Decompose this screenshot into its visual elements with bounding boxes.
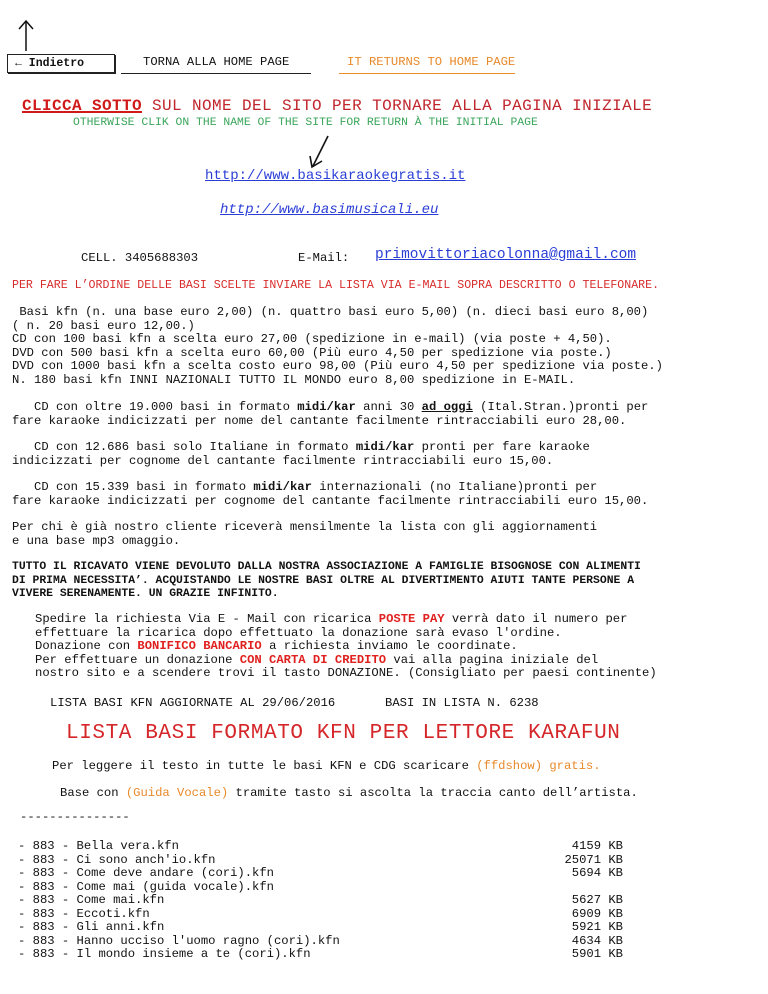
separator: --------------- xyxy=(20,810,130,824)
ffdshow-link[interactable]: (ffdshow) gratis. xyxy=(476,759,601,773)
order-instructions: PER FARE L’ORDINE DELLE BASI SCELTE INVIARE LA LISTA VIA E-MAIL SOPRA DESCRITTO O TELEFONARE. xyxy=(12,279,660,292)
up-arrow-icon xyxy=(16,18,36,52)
credit-card-label: CON CARTA DI CREDITO xyxy=(239,652,387,667)
cd-offer-19000 xyxy=(12,401,752,428)
headline-bold: CLICCA SOTTO xyxy=(22,97,143,115)
text: verrà dato il numero per xyxy=(444,612,628,626)
price-line: N. 180 basi kfn INNI NAZIONALI TUTTO IL MONDO euro 8,00 spedizione in E-MAIL. xyxy=(12,372,576,387)
song-title: - 883 - Hanno ucciso l'uomo ragno (cori).kfn xyxy=(18,933,340,948)
song-size: 5694 KB xyxy=(571,866,623,880)
text: Per chi è già nostro cliente riceverà mensilmente la lista con gli aggiornamenti xyxy=(12,520,598,534)
song-size: 4634 KB xyxy=(571,933,623,948)
headline-subtitle: OTHERWISE CLIK ON THE NAME OF THE SITE FOR RETURN À THE INITIAL PAGE xyxy=(73,117,538,129)
text: fare karaoke indicizzati per nome del cantante facilmente rintracciabili euro 28,00. xyxy=(12,413,627,428)
text: DI PRIMA NECESSITA’. ACQUISTANDO LE NOSTRE BASI OLTRE AL DIVERTIMENTO AIUTI TANTE PERSONE A xyxy=(12,574,635,587)
postepay-label: POSTE PAY xyxy=(378,612,445,626)
site-link-basimusicali[interactable]: http://www.basimusicali.eu xyxy=(220,202,439,218)
text: e una base mp3 omaggio. xyxy=(12,533,181,548)
bonifico-label: BONIFICO BANCARIO xyxy=(137,639,262,653)
text: (Ital.Stran.)pronti per xyxy=(472,400,649,414)
price-line: Basi kfn (n. una base euro 2,00) (n. quattro basi euro 5,00) (n. dieci basi euro 8,00) xyxy=(12,305,649,319)
text: fare karaoke indicizzati per cognome del cantante facilmente rintracciabili euro 15,00. xyxy=(12,493,649,508)
list-title: LISTA BASI FORMATO KFN PER LETTORE KARAFUN xyxy=(66,722,621,745)
song-size: 6909 KB xyxy=(571,906,623,921)
song-size: 25071 KB xyxy=(564,852,623,867)
vocal-guide-info xyxy=(60,787,638,801)
site-link-basikaraokegratis[interactable]: http://www.basikaraokegratis.it xyxy=(205,168,466,184)
home-link-en[interactable]: IT RETURNS TO HOME PAGE xyxy=(339,56,515,74)
price-list xyxy=(12,306,663,387)
email-link[interactable]: primovittoriacolonna@gmail.com xyxy=(375,247,637,263)
ffdshow-info xyxy=(52,760,601,774)
text: internazionali (no Italiane)pronti per xyxy=(311,480,598,494)
price-line: DVD con 500 basi kfn a scelta euro 60,00 (Più euro 4,50 per spedizione via poste.) xyxy=(12,345,612,360)
song-title: - 883 - Come mai (guida vocale).kfn xyxy=(18,879,274,894)
text: Donazione con xyxy=(35,639,138,653)
song-title: - 883 - Eccoti.kfn xyxy=(18,906,150,921)
price-line: ( n. 20 basi euro 12,00.) xyxy=(12,318,195,333)
song-size: 5627 KB xyxy=(571,893,623,907)
text: Base con xyxy=(60,786,126,800)
text: anni 30 xyxy=(355,400,422,414)
price-line: DVD con 1000 basi kfn a scelta costo euro 98,00 (Più euro 4,50 per spedizione via poste.) xyxy=(12,359,663,373)
period-label: ad oggi xyxy=(421,400,473,414)
text: CD con 15.339 basi in formato xyxy=(34,480,254,494)
format-label: midi/kar xyxy=(355,440,415,454)
cd-offer-12686 xyxy=(12,441,752,468)
song-title: - 883 - Bella vera.kfn xyxy=(18,839,179,853)
text: tramite tasto si ascolta la traccia canto dell’artista. xyxy=(228,786,638,800)
text: TUTTO IL RICAVATO VIENE DEVOLUTO DALLA NOSTRA ASSOCIAZIONE A FAMIGLIE BISOGNOSE CON ALIMENTI xyxy=(12,561,641,573)
text: nostro sito e a scendere trovi il tasto DONAZIONE. (Consigliato per paesi continente) xyxy=(35,666,657,680)
list-updated-date: LISTA BASI KFN AGGIORNATE AL 29/06/2016 xyxy=(50,696,336,710)
song-title: - 883 - Ci sono anch'io.kfn xyxy=(18,852,216,867)
down-arrow-icon xyxy=(305,135,335,169)
song-title: - 883 - Come deve andare (cori).kfn xyxy=(18,866,274,880)
cd-offer-15339 xyxy=(12,481,752,508)
text: Per leggere il testo in tutte le basi KFN e CDG scaricare xyxy=(52,759,477,773)
headline xyxy=(22,97,652,115)
headline-rest: SUL NOME DEL SITO PER TORNARE ALLA PAGINA INIZIALE xyxy=(142,97,653,115)
format-label: midi/kar xyxy=(253,480,312,494)
text: indicizzati per cognome del cantante facilmente rintracciabili euro 15,00. xyxy=(12,453,554,468)
list-count: BASI IN LISTA N. 6238 xyxy=(385,696,539,710)
client-info xyxy=(12,521,752,548)
song-title: - 883 - Gli anni.kfn xyxy=(18,920,165,934)
text: effettuare la ricarica dopo effettuato la donazione sarà evaso l'ordine. xyxy=(35,625,562,640)
song-title: - 883 - Il mondo insieme a te (cori).kfn xyxy=(18,947,311,961)
price-line: CD con 100 basi kfn a scelta euro 27,00 (spedizione in e-mail) (via poste + 4,50). xyxy=(12,332,612,346)
donation-info xyxy=(35,613,657,681)
text: pronti per fare karaoke xyxy=(414,440,590,454)
text: CD con oltre 19.000 basi in formato xyxy=(34,400,298,414)
back-button[interactable]: ← Indietro xyxy=(7,54,115,73)
email-label: E-Mail: xyxy=(298,251,350,265)
text: a richiesta inviamo le coordinate. xyxy=(261,639,518,653)
association-notice xyxy=(12,561,752,602)
text: VIVERE SERENAMENTE. UN GRAZIE INFINITO. xyxy=(12,588,279,600)
text: Spedire la richiesta Via E - Mail con ricarica xyxy=(35,612,379,626)
text: vai alla pagina iniziale del xyxy=(386,652,599,667)
song-size: 4159 KB xyxy=(571,839,623,853)
cell-phone: CELL. 3405688303 xyxy=(81,251,199,265)
song-title: - 883 - Come mai.kfn xyxy=(18,893,165,907)
vocal-guide-label: (Guida Vocale) xyxy=(125,786,229,800)
home-link-it[interactable]: TORNA ALLA HOME PAGE xyxy=(121,56,311,74)
format-label: midi/kar xyxy=(297,400,356,414)
song-size: 5921 KB xyxy=(571,920,623,934)
song-size: 5901 KB xyxy=(571,947,623,961)
text: CD con 12.686 basi solo Italiane in formato xyxy=(34,440,356,454)
text: Per effettuare un donazione xyxy=(35,652,240,667)
